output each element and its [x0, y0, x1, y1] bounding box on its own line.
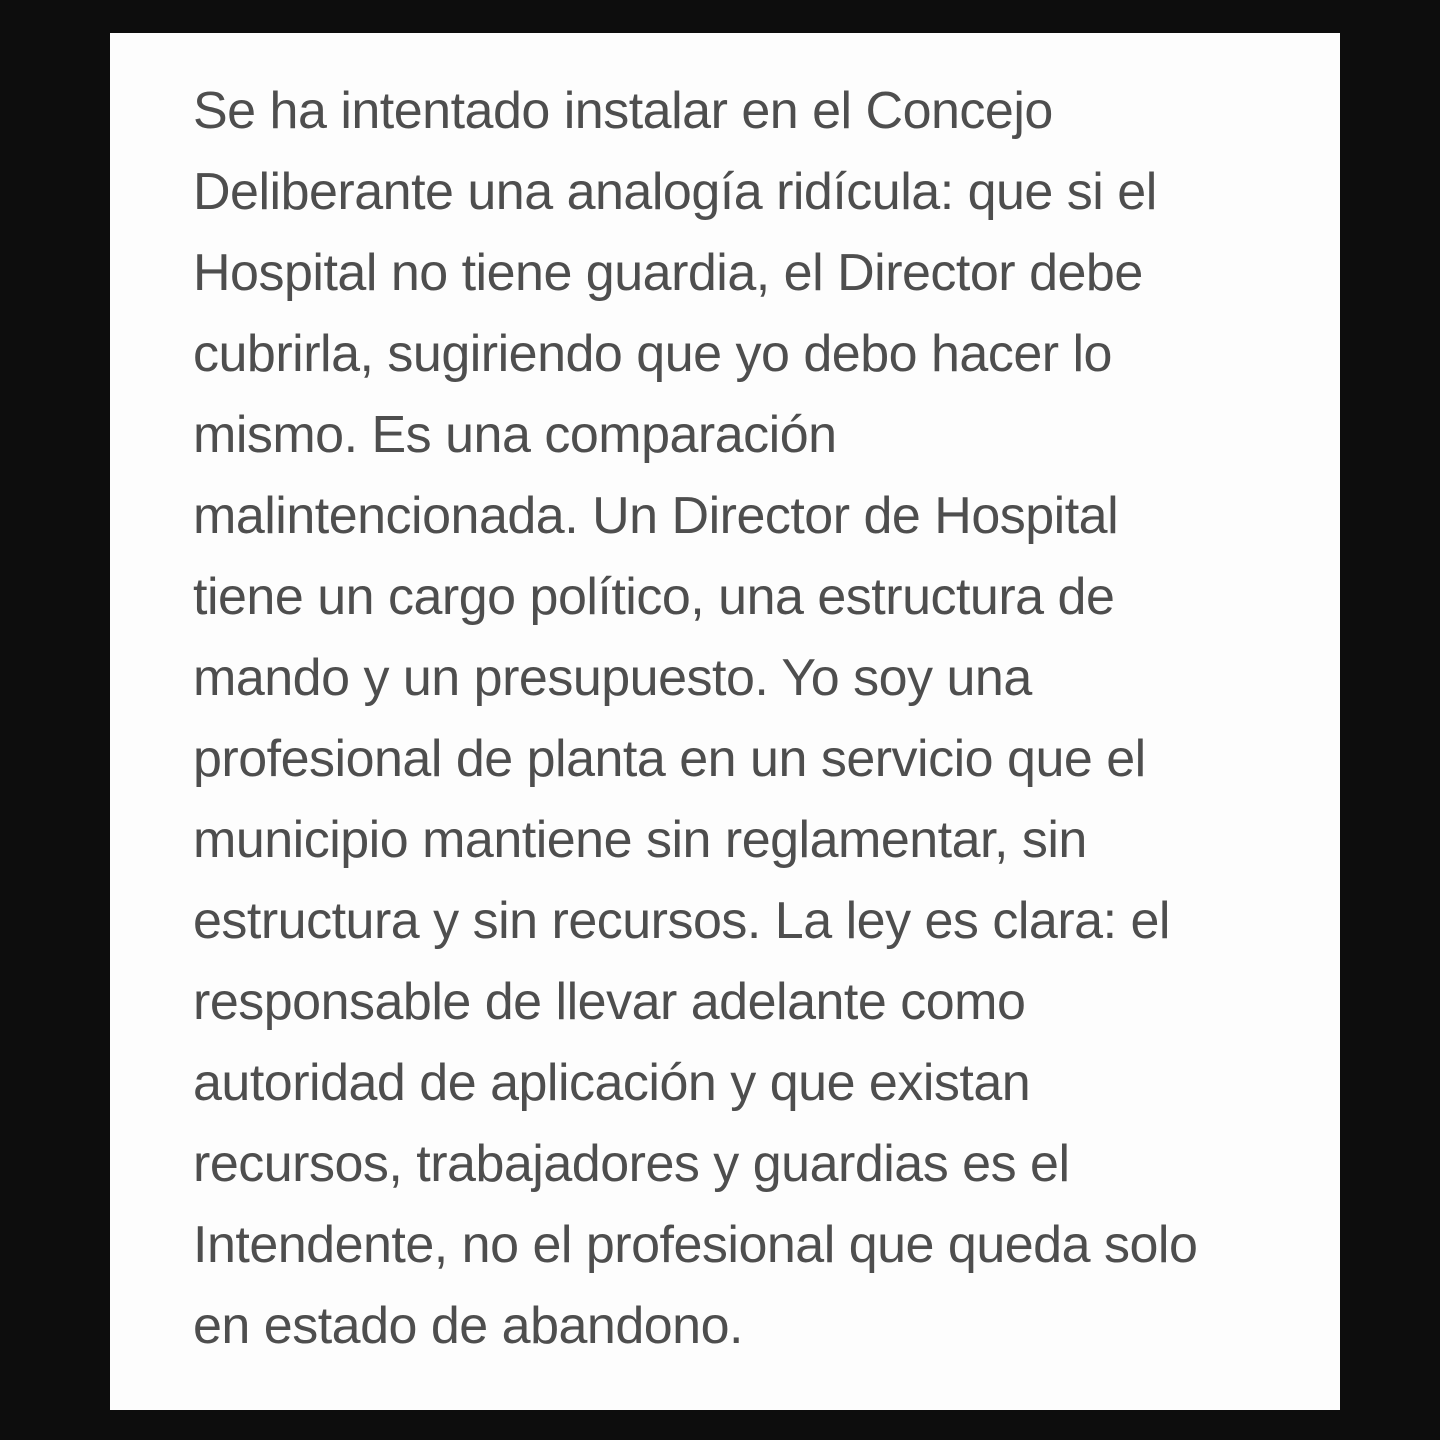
text-line: tiene un cargo político, una estructura de	[193, 568, 1115, 626]
text-line: malintencionada. Un Director de Hospital	[193, 487, 1119, 545]
text-line: recursos, trabajadores y guardias es el	[193, 1135, 1070, 1193]
text-line: Deliberante una analogía ridícula: que si el	[193, 163, 1157, 221]
text-line: responsable de llevar adelante como	[193, 973, 1026, 1031]
text-line: Hospital no tiene guardia, el Director debe	[193, 244, 1143, 302]
post-card	[110, 33, 1340, 1410]
text-line: Intendente, no el profesional que queda solo	[193, 1216, 1198, 1274]
text-line: autoridad de aplicación y que existan	[193, 1054, 1031, 1112]
text-line: mando y un presupuesto. Yo soy una	[193, 649, 1032, 707]
text-line: profesional de planta en un servicio que el	[193, 730, 1146, 788]
text-line: Se ha intentado instalar en el Concejo	[193, 82, 1053, 140]
text-line: municipio mantiene sin reglamentar, sin	[193, 811, 1087, 869]
post-text	[193, 71, 1270, 1367]
text-line: estructura y sin recursos. La ley es clara: el	[193, 892, 1170, 950]
text-line: en estado de abandono.	[193, 1297, 743, 1355]
text-line: cubrirla, sugiriendo que yo debo hacer lo	[193, 325, 1112, 383]
text-line: mismo. Es una comparación	[193, 406, 837, 464]
